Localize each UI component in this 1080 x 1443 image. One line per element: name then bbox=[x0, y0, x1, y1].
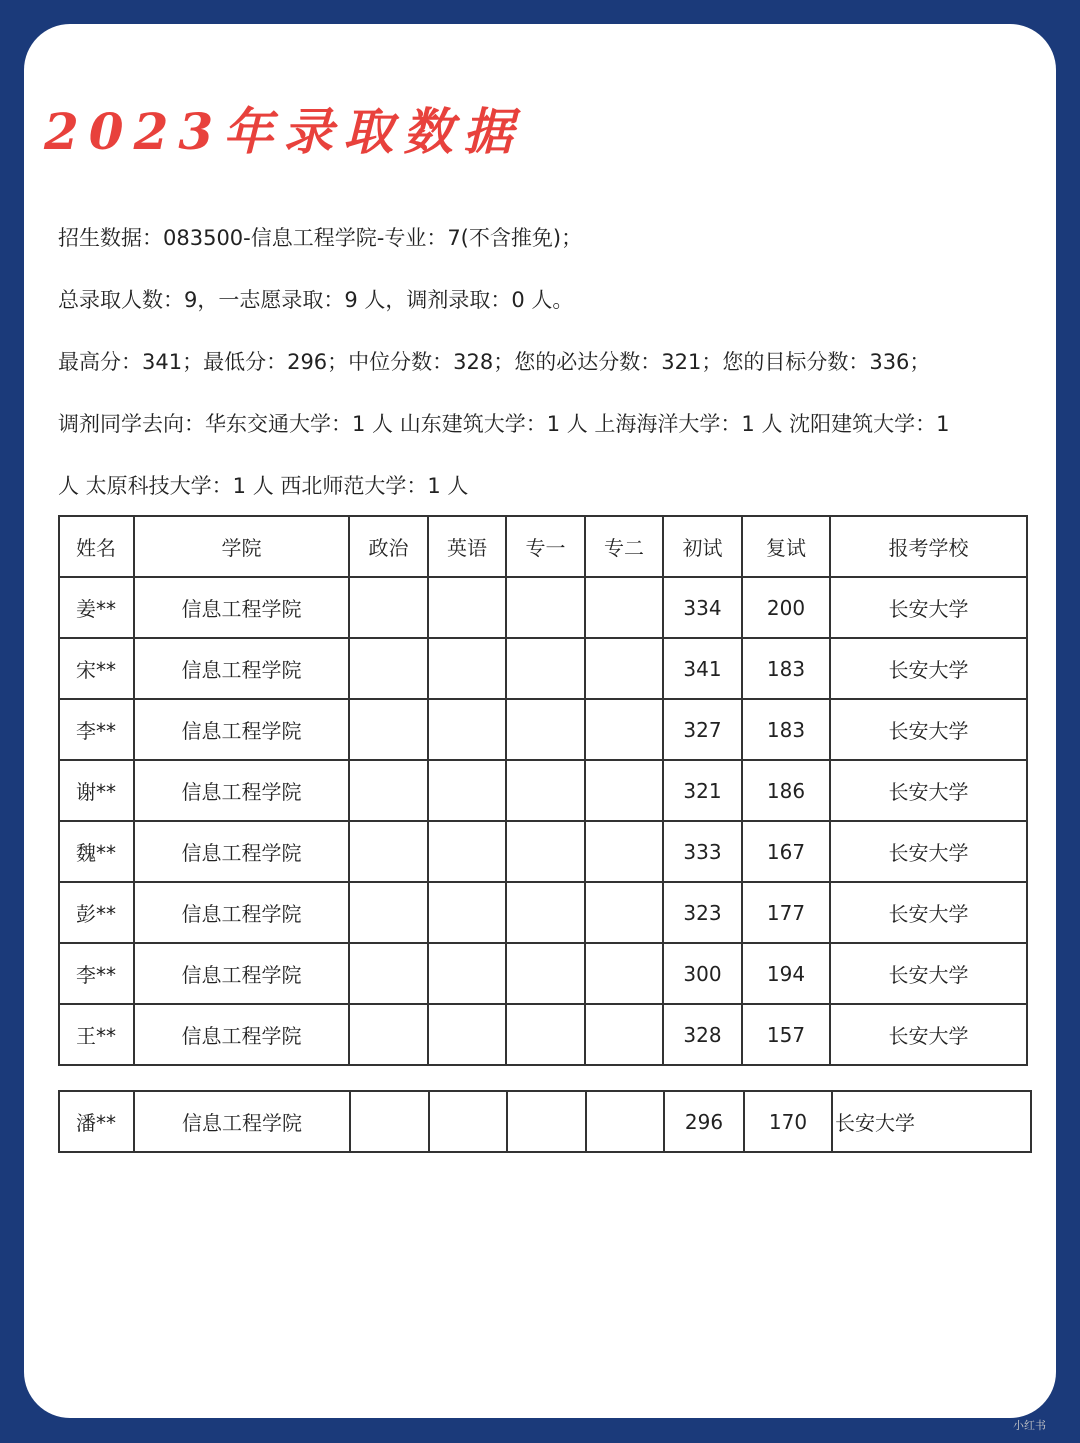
cell-major1 bbox=[506, 1004, 585, 1065]
cell-name: 李** bbox=[59, 943, 134, 1004]
cell-initial: 300 bbox=[663, 943, 742, 1004]
cell-school: 长安大学 bbox=[830, 577, 1027, 638]
cell-english bbox=[428, 943, 506, 1004]
table-row bbox=[59, 638, 1027, 699]
header-name: 姓名 bbox=[59, 516, 134, 577]
watermark: 小红书 bbox=[1013, 1419, 1046, 1432]
cell-school: 长安大学 bbox=[830, 882, 1027, 943]
cell-politics bbox=[349, 821, 428, 882]
cell-major2 bbox=[585, 1004, 663, 1065]
cell-politics bbox=[349, 1004, 428, 1065]
cell-english bbox=[428, 638, 506, 699]
table-row bbox=[59, 882, 1027, 943]
cell-retest: 170 bbox=[744, 1091, 832, 1152]
cell-retest: 200 bbox=[742, 577, 830, 638]
cell-politics bbox=[349, 577, 428, 638]
cell-politics bbox=[349, 638, 428, 699]
cell-name: 谢** bbox=[59, 760, 134, 821]
cell-english bbox=[429, 1091, 507, 1152]
table-row bbox=[59, 1004, 1027, 1065]
cell-school: 长安大学 bbox=[830, 821, 1027, 882]
table-header-row bbox=[59, 516, 1027, 577]
cell-college: 信息工程学院 bbox=[134, 1091, 350, 1152]
cell-retest: 183 bbox=[742, 638, 830, 699]
cell-college: 信息工程学院 bbox=[134, 882, 349, 943]
cell-major1 bbox=[506, 699, 585, 760]
header-politics: 政治 bbox=[349, 516, 428, 577]
cell-major1 bbox=[506, 760, 585, 821]
header-college: 学院 bbox=[134, 516, 349, 577]
cell-english bbox=[428, 577, 506, 638]
cell-initial: 333 bbox=[663, 821, 742, 882]
header-english: 英语 bbox=[428, 516, 506, 577]
cell-school: 长安大学 bbox=[832, 1091, 1031, 1152]
cell-school: 长安大学 bbox=[830, 1004, 1027, 1065]
cell-major1 bbox=[507, 1091, 586, 1152]
cell-retest: 183 bbox=[742, 699, 830, 760]
admission-table bbox=[58, 515, 1028, 1066]
cell-college: 信息工程学院 bbox=[134, 821, 349, 882]
adjustment-info: 调剂同学去向：华东交通大学：1 人 山东建筑大学：1 人 上海海洋大学：1 人 沈阳建筑大学：1 bbox=[58, 412, 950, 436]
header-school: 报考学校 bbox=[830, 516, 1027, 577]
table-row bbox=[59, 1091, 1031, 1152]
cell-name: 王** bbox=[59, 1004, 134, 1065]
table-row bbox=[59, 699, 1027, 760]
cell-college: 信息工程学院 bbox=[134, 943, 349, 1004]
cell-initial: 327 bbox=[663, 699, 742, 760]
cell-name: 宋** bbox=[59, 638, 134, 699]
cell-major2 bbox=[585, 699, 663, 760]
admission-count-info: 总录取人数：9，一志愿录取：9 人，调剂录取：0 人。 bbox=[58, 288, 574, 312]
table-row bbox=[59, 760, 1027, 821]
cell-major2 bbox=[585, 760, 663, 821]
cell-initial: 334 bbox=[663, 577, 742, 638]
cell-politics bbox=[349, 699, 428, 760]
cell-major2 bbox=[585, 577, 663, 638]
adjustment-info-continued: 人 太原科技大学：1 人 西北师范大学：1 人 bbox=[58, 474, 469, 498]
cell-politics bbox=[349, 760, 428, 821]
score-info: 最高分：341；最低分：296；中位分数：328；您的必达分数：321；您的目标分数：336； bbox=[58, 350, 931, 374]
cell-english bbox=[428, 699, 506, 760]
cell-initial: 341 bbox=[663, 638, 742, 699]
cell-major2 bbox=[585, 638, 663, 699]
cell-name: 姜** bbox=[59, 577, 134, 638]
cell-major1 bbox=[506, 821, 585, 882]
cell-major1 bbox=[506, 943, 585, 1004]
table-row bbox=[59, 821, 1027, 882]
cell-college: 信息工程学院 bbox=[134, 699, 349, 760]
cell-name: 李** bbox=[59, 699, 134, 760]
page-title: 2023年录取数据 bbox=[44, 102, 524, 161]
cell-major1 bbox=[506, 577, 585, 638]
cell-retest: 194 bbox=[742, 943, 830, 1004]
table-row bbox=[59, 577, 1027, 638]
cell-major1 bbox=[506, 882, 585, 943]
enrollment-info: 招生数据：083500-信息工程学院-专业：7(不含推免)； bbox=[58, 226, 583, 250]
cell-politics bbox=[349, 943, 428, 1004]
header-initial: 初试 bbox=[663, 516, 742, 577]
cell-major2 bbox=[586, 1091, 664, 1152]
table-row bbox=[59, 943, 1027, 1004]
cell-politics bbox=[349, 882, 428, 943]
cell-college: 信息工程学院 bbox=[134, 1004, 349, 1065]
cell-college: 信息工程学院 bbox=[134, 577, 349, 638]
cell-initial: 296 bbox=[664, 1091, 744, 1152]
cell-major2 bbox=[585, 821, 663, 882]
header-major1: 专一 bbox=[506, 516, 585, 577]
cell-college: 信息工程学院 bbox=[134, 638, 349, 699]
cell-retest: 157 bbox=[742, 1004, 830, 1065]
cell-politics bbox=[350, 1091, 429, 1152]
cell-school: 长安大学 bbox=[830, 699, 1027, 760]
cell-english bbox=[428, 1004, 506, 1065]
cell-name: 潘** bbox=[59, 1091, 134, 1152]
cell-retest: 167 bbox=[742, 821, 830, 882]
cell-major1 bbox=[506, 638, 585, 699]
header-retest: 复试 bbox=[742, 516, 830, 577]
admission-table-extra bbox=[58, 1090, 1032, 1153]
cell-initial: 328 bbox=[663, 1004, 742, 1065]
header-major2: 专二 bbox=[585, 516, 663, 577]
cell-english bbox=[428, 882, 506, 943]
cell-school: 长安大学 bbox=[830, 638, 1027, 699]
cell-major2 bbox=[585, 943, 663, 1004]
cell-school: 长安大学 bbox=[830, 760, 1027, 821]
cell-name: 彭** bbox=[59, 882, 134, 943]
cell-english bbox=[428, 821, 506, 882]
cell-retest: 186 bbox=[742, 760, 830, 821]
cell-college: 信息工程学院 bbox=[134, 760, 349, 821]
cell-english bbox=[428, 760, 506, 821]
cell-initial: 321 bbox=[663, 760, 742, 821]
cell-initial: 323 bbox=[663, 882, 742, 943]
cell-name: 魏** bbox=[59, 821, 134, 882]
cell-school: 长安大学 bbox=[830, 943, 1027, 1004]
cell-major2 bbox=[585, 882, 663, 943]
cell-retest: 177 bbox=[742, 882, 830, 943]
